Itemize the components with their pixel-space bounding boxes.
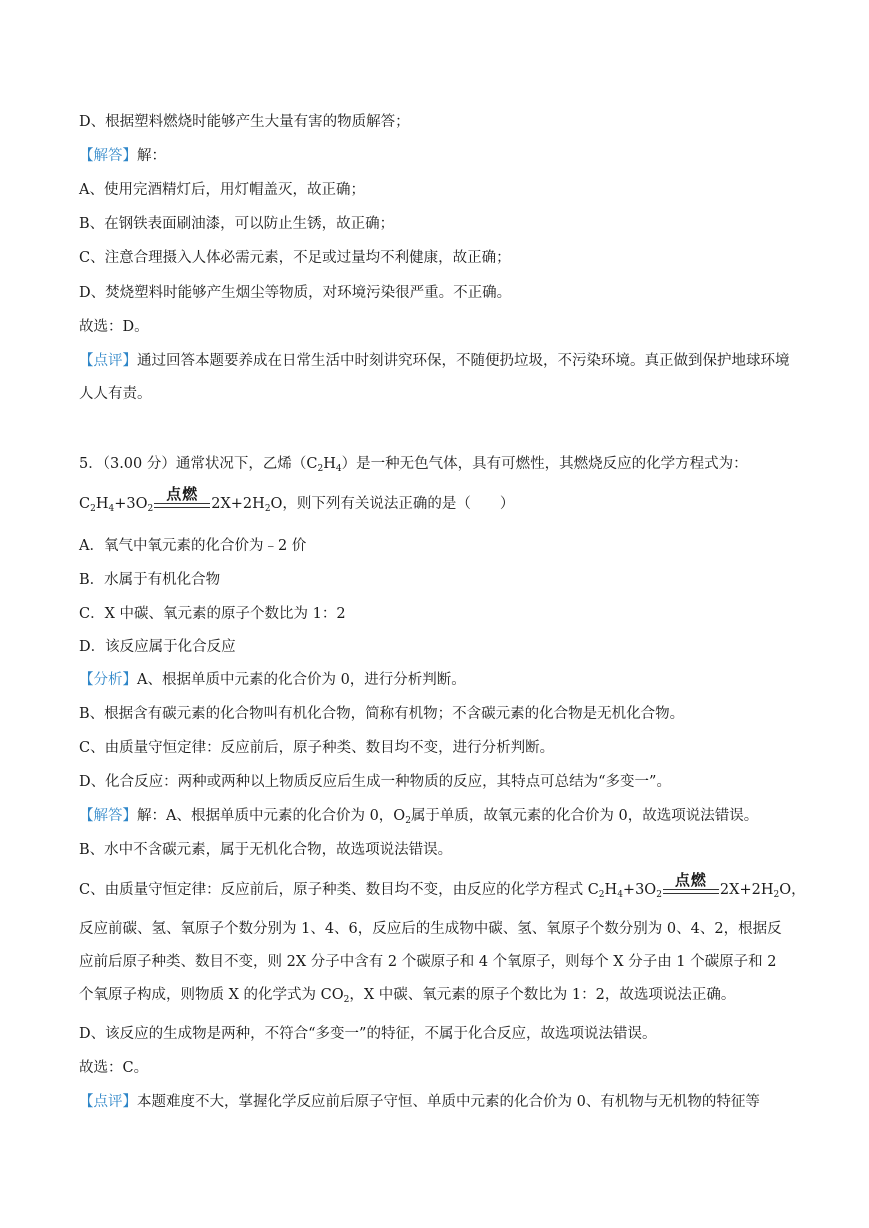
solution-text: 反应前碳、氢、氧原子个数分别为 1、4、6，反应后的生成物中碳、氢、氧原子个数分别为 0、4、2，根据反应前后原子种类、数目不变，则 2X 分子中含有 2 个碳原子和 4 个氧原子，则每个 X 分子由 1 个碳原子和 2 个氧原子构成，则物质 X 的化学式为 CO bbox=[79, 921, 782, 1003]
solution-sub: 2 bbox=[405, 816, 411, 826]
equal-bars bbox=[663, 889, 719, 894]
analysis-text-a: A、根据单质中元素的化合价为 0，进行分析判断。 bbox=[137, 672, 466, 688]
solution-sub: 2 bbox=[773, 890, 780, 900]
stem-sub-1: 2 bbox=[317, 464, 324, 474]
answer-choice: 故选：D。 bbox=[79, 319, 149, 335]
solution-paragraph-c bbox=[79, 913, 791, 1012]
eq-text: +3O bbox=[114, 496, 148, 512]
solution-sub: 2 bbox=[598, 890, 605, 900]
answer-heading bbox=[79, 146, 166, 166]
comment-paragraph bbox=[79, 345, 791, 411]
solution-text: C、由质量守恒定律：反应前后，原子种类、数目均不变，由反应的化学方程式 C bbox=[79, 882, 599, 898]
comment-tag: 【点评】 bbox=[79, 353, 137, 369]
analysis-line-a bbox=[79, 670, 466, 690]
stem-text-1: 5．（3.00 分）通常状况下，乙烯（C bbox=[79, 456, 318, 472]
question-5-stem bbox=[79, 454, 748, 474]
analysis-line-b: B、根据含有碳元素的化合物叫有机化合物，简称有机物；不含碳元素的化合物是无机化合物。 bbox=[79, 706, 685, 722]
analysis-line-d: D、化合反应：两种或两种以上物质反应后生成一种物质的反应，其特点可总结为“多变一”。 bbox=[79, 774, 671, 790]
reaction-condition: 点燃 bbox=[166, 485, 199, 503]
answer-tag: 【解答】 bbox=[79, 148, 137, 164]
solution-line-c bbox=[79, 871, 806, 900]
eq-sub: 4 bbox=[108, 504, 115, 514]
analysis-line-c: C、由质量守恒定律：反应前后，原子种类、数目均不变，进行分析判断。 bbox=[79, 740, 555, 756]
solution-text: 属于单质，故氧元素的化合价为 0，故选项说法错误。 bbox=[410, 808, 759, 824]
solution-sub: 2 bbox=[656, 890, 662, 900]
solution-text: H bbox=[604, 882, 618, 898]
solution-text: O， bbox=[779, 882, 806, 898]
eq-text: 2X+2H bbox=[211, 496, 265, 512]
solution-text: ，X 中碳、氧元素的原子个数比为 1：2，故选项说法正确。 bbox=[349, 987, 736, 1003]
reaction-condition: 点燃 bbox=[674, 871, 707, 889]
comment-text: 本题难度不大，掌握化学反应前后原子守恒、单质中元素的化合价为 0、有机物与无机物的特征等 bbox=[137, 1094, 760, 1110]
line-d-hint: D、根据塑料燃烧时能够产生大量有害的物质解答； bbox=[79, 114, 410, 130]
solution-text: 2X+2H bbox=[719, 882, 774, 898]
comment-tag: 【点评】 bbox=[79, 1094, 137, 1110]
equal-bars bbox=[154, 503, 210, 508]
reaction-arrow bbox=[663, 871, 719, 894]
eq-sub: 2 bbox=[264, 504, 271, 514]
eq-text: O，则下列有关说法正确的是（ ） bbox=[270, 496, 515, 512]
answer-intro: 解： bbox=[137, 148, 166, 164]
eq-sub: 2 bbox=[147, 504, 154, 514]
comment-text: 通过回答本题要养成在日常生活中时刻讲究环保，不随便扔垃圾，不污染环境。真正做到保护地球环境人人有责。 bbox=[79, 353, 790, 402]
eq-sub: 2 bbox=[90, 504, 96, 514]
answer-line-d: D、焚烧塑料时能够产生烟尘等物质，对环境污染很严重。不正确。 bbox=[79, 285, 512, 301]
solution-choice: 故选：C。 bbox=[79, 1060, 149, 1076]
solution-line-d: D、该反应的生成物是两种，不符合“多变一”的特征，不属于化合反应，故选项说法错误。 bbox=[79, 1026, 657, 1042]
solution-tag: 【解答】 bbox=[79, 808, 137, 824]
solution-sub: 2 bbox=[343, 995, 350, 1005]
q5-comment bbox=[79, 1092, 760, 1112]
solution-text: +3O bbox=[622, 882, 657, 898]
solution-sub: 4 bbox=[617, 890, 623, 900]
answer-line-c: C、注意合理摄入人体必需元素，不足或过量均不利健康，故正确； bbox=[79, 250, 511, 266]
solution-text: 解：A、根据单质中元素的化合价为 0，O bbox=[137, 808, 406, 824]
analysis-tag: 【分析】 bbox=[79, 672, 137, 688]
eq-text: C bbox=[79, 496, 91, 512]
option-d: D．该反应属于化合反应 bbox=[79, 639, 236, 655]
option-b: B．水属于有机化合物 bbox=[79, 572, 221, 588]
stem-text-3: ）是一种无色气体，具有可燃性，其燃烧反应的化学方程式为： bbox=[341, 456, 748, 472]
question-5-equation bbox=[79, 485, 515, 514]
solution-line-b: B、水中不含碳元素，属于无机化合物，故选项说法错误。 bbox=[79, 842, 453, 858]
option-c: C．X 中碳、氧元素的原子个数比为 1：2 bbox=[79, 606, 346, 622]
eq-text: H bbox=[95, 496, 109, 512]
stem-sub-2: 4 bbox=[335, 464, 342, 474]
solution-line-a bbox=[79, 806, 758, 826]
reaction-arrow bbox=[154, 485, 210, 508]
answer-line-a: A、使用完酒精灯后，用灯帽盖灭，故正确； bbox=[79, 182, 365, 198]
option-a: A．氧气中氧元素的化合价为﹣2 价 bbox=[79, 538, 307, 554]
answer-line-b: B、在钢铁表面刷油漆，可以防止生锈，故正确； bbox=[79, 216, 395, 232]
stem-text-2: H bbox=[323, 456, 336, 472]
